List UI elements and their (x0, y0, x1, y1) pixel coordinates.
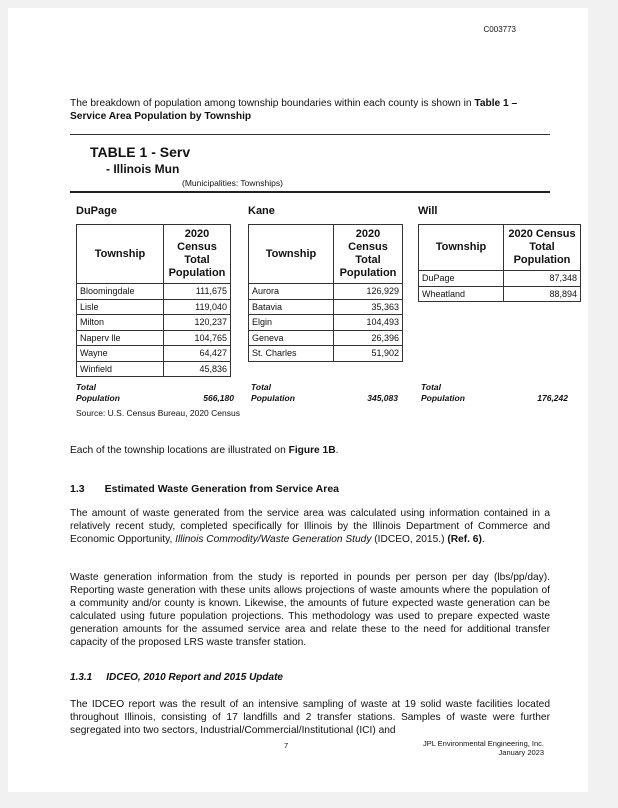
township-cell: Milton (77, 315, 164, 331)
will-total-label: Total Population (421, 382, 465, 403)
population-cell: 119,040 (164, 299, 231, 315)
table-row (77, 315, 231, 331)
section-heading (70, 483, 339, 495)
para1-text: The amount of waste generated from the service area was calculated using information contained in a relatively recent study, completed specifically for Illinois by the Illinois Department of Commerce and Economic Opportunity, (70, 508, 550, 545)
dupage-total-value: 566,180 (203, 393, 234, 403)
footer-company: JPL Environmental Engineering, Inc. (422, 739, 544, 748)
population-cell: 87,348 (504, 271, 581, 287)
paragraph-idceo-report: The IDCEO report was the result of an intensive sampling of waste at 19 solid waste facilities located throughout Illinois, consisting of 17 landfills and 2 transfer stations. Samples of waste were further segregated into two sectors, Industrial/Commercial/Institutional (ICI) and (70, 699, 550, 736)
page-number: 7 (284, 741, 289, 750)
table-row (249, 284, 403, 300)
population-cell: 126,929 (334, 284, 403, 300)
population-cell: 104,493 (334, 315, 403, 331)
township-cell: Geneva (249, 330, 334, 346)
township-cell: Bloomingdale (77, 284, 164, 300)
column-header-population: 2020 Census Total Population (334, 225, 403, 284)
population-cell: 111,675 (164, 284, 231, 300)
document-page (8, 8, 588, 792)
figure-ref-text: Each of the township locations are illustrated on (70, 445, 289, 456)
township-cell: Elgin (249, 315, 334, 331)
subsection-heading (70, 672, 283, 683)
kane-total-label: Total Population (251, 382, 295, 403)
figure-ref-link: Figure 1B (288, 445, 336, 456)
township-cell: Wheatland (419, 286, 504, 302)
footer-date: January 2023 (498, 748, 544, 757)
column-header-population: 2020 Census Total Population (164, 225, 231, 284)
column-header-township: Township (77, 225, 164, 284)
county-kane-label: Kane (248, 205, 275, 217)
township-cell: Naperv lle (77, 330, 164, 346)
will-total-value: 176,242 (537, 393, 568, 403)
footer-info (423, 739, 544, 757)
study-title: Illinois Commodity/Waste Generation Study (175, 534, 372, 545)
county-will-label: Will (418, 205, 438, 217)
kane-total-value: 345,083 (367, 393, 398, 403)
population-cell: 64,427 (164, 346, 231, 362)
table-row (77, 346, 231, 362)
table-row (419, 271, 581, 287)
reference-marker: (Ref. 6) (447, 534, 482, 545)
county-dupage-label: DuPage (76, 205, 117, 217)
column-header-township: Township (419, 225, 504, 271)
section-title: Estimated Waste Generation from Service Area (104, 483, 339, 495)
population-cell: 51,902 (334, 346, 403, 362)
subsection-number: 1.3.1 (70, 672, 93, 683)
section-number: 1.3 (70, 483, 85, 495)
township-cell: DuPage (419, 271, 504, 287)
table-title-box (70, 134, 550, 193)
paragraph-waste-generation: Waste generation information from the study is reported in pounds per person per day (lbs/pp/day). Reporting waste generation with these units allows projections of waste amounts where the population of a community and/or county is known. Likewise, the amounts of future expected waste generation can be calculated using future population projections. This methodology was used to prepare expected waste generation amounts for the assumed service area and relate these to the need for additional transfer capacity of the proposed LRS waste transfer station. (70, 572, 550, 648)
table-row (77, 361, 231, 377)
kane-table (248, 224, 403, 362)
population-cell: 45,836 (164, 361, 231, 377)
intro-text: The breakdown of population among township boundaries within each county is shown in (70, 98, 475, 109)
column-header-population: 2020 Census Total Population (504, 225, 581, 271)
population-cell: 26,396 (334, 330, 403, 346)
will-table (418, 224, 581, 302)
township-cell: Batavia (249, 299, 334, 315)
table-source: Source: U.S. Census Bureau, 2020 Census (76, 408, 240, 418)
table-title: TABLE 1 - Serv (90, 144, 191, 160)
dupage-total-label: Total Population (76, 382, 120, 403)
intro-paragraph (70, 97, 550, 123)
population-cell: 88,894 (504, 286, 581, 302)
document-id: C003773 (483, 25, 516, 34)
township-cell: Aurora (249, 284, 334, 300)
subsection-title: IDCEO, 2010 Report and 2015 Update (106, 672, 283, 683)
table-row (249, 315, 403, 331)
figure-ref-end: . (335, 445, 339, 456)
table-row (77, 284, 231, 300)
township-cell: Lisle (77, 299, 164, 315)
population-cell: 35,363 (334, 299, 403, 315)
table-row (419, 286, 581, 302)
table-row (77, 330, 231, 346)
dupage-table (76, 224, 231, 377)
para1-citation: (IDCEO, 2015.) (371, 534, 448, 545)
column-header-township: Township (249, 225, 334, 284)
township-cell: Winfield (77, 361, 164, 377)
figure-reference-paragraph (70, 444, 550, 457)
table-row (249, 330, 403, 346)
population-cell: 120,237 (164, 315, 231, 331)
paragraph-waste-study (70, 507, 550, 546)
table-subtitle: - Illinois Mun (106, 162, 180, 176)
population-cell: 104,765 (164, 330, 231, 346)
table-row (77, 299, 231, 315)
intro-table-ref: Table 1 – Service Area Population by Township (70, 98, 518, 122)
township-cell: St. Charles (249, 346, 334, 362)
table-row (249, 346, 403, 362)
township-cell: Wayne (77, 346, 164, 362)
table-row (249, 299, 403, 315)
table-note: (Municipalities: Townships) (182, 178, 283, 188)
para1-end: . (481, 534, 485, 545)
